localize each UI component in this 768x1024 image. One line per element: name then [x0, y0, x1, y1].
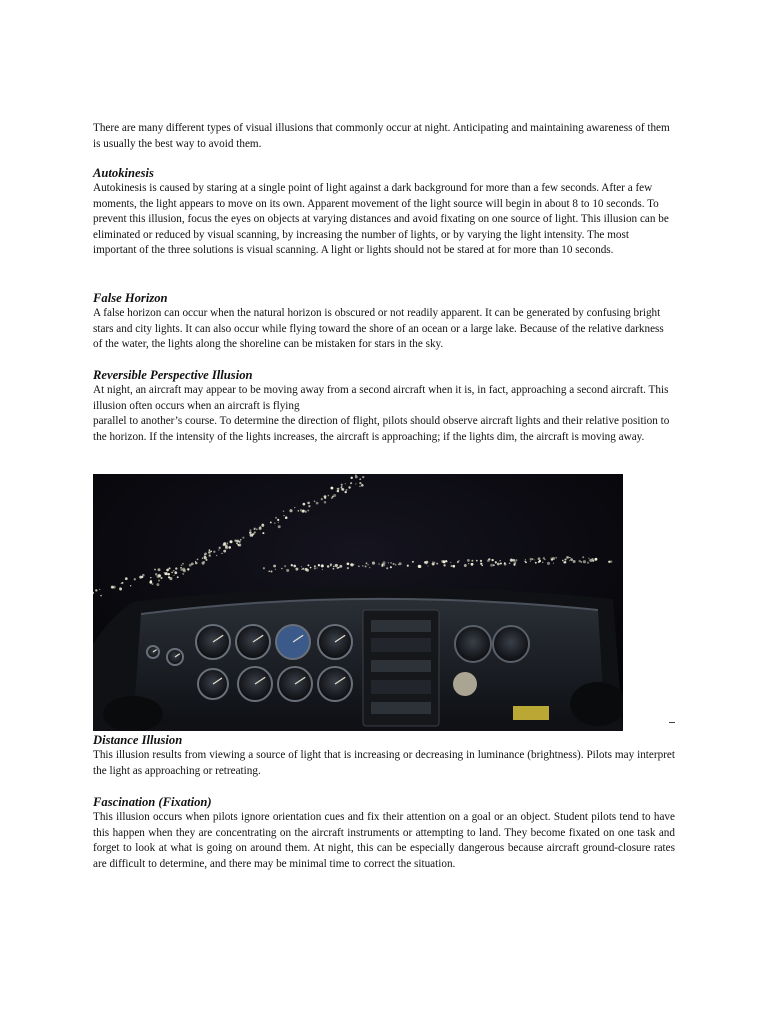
light-point [351, 477, 353, 479]
light-point [359, 485, 361, 487]
light-point [544, 559, 545, 560]
light-point [304, 510, 307, 513]
light-point [160, 577, 162, 579]
light-point [467, 559, 470, 562]
light-point [515, 561, 516, 562]
light-point [197, 559, 199, 561]
light-point [314, 501, 316, 503]
light-point [149, 581, 152, 584]
light-point [359, 482, 361, 484]
section-body-part1: At night, an aircraft may appear to be moving away from a second aircraft when it is, in fact, approaching a second aircraft. This illusion often occurs when an aircraft is flying [93, 384, 669, 412]
light-point [500, 562, 502, 564]
light-point [390, 566, 392, 568]
light-point [286, 569, 289, 572]
light-point [330, 563, 332, 565]
light-point [240, 539, 242, 541]
light-point [208, 551, 211, 554]
light-point [337, 488, 339, 490]
light-point [278, 522, 279, 523]
light-point [181, 564, 183, 566]
light-point [321, 564, 324, 567]
separator-mark [669, 722, 675, 723]
light-point [316, 502, 319, 505]
light-point [427, 565, 428, 566]
light-point [259, 527, 262, 530]
light-point [203, 557, 205, 559]
light-point [587, 562, 589, 564]
light-point [204, 554, 205, 555]
light-point [284, 565, 286, 567]
light-point [289, 509, 292, 512]
light-point [534, 559, 535, 560]
light-point [195, 562, 198, 565]
light-point [398, 564, 399, 565]
light-point [338, 567, 340, 569]
light-point [407, 565, 409, 567]
light-point [362, 476, 364, 478]
light-point [223, 543, 226, 546]
light-point [166, 569, 169, 572]
light-point [134, 578, 136, 580]
light-point [307, 510, 309, 512]
light-point [480, 563, 482, 565]
light-point [332, 496, 334, 498]
light-point [274, 523, 275, 524]
light-point [294, 507, 295, 508]
light-point [228, 546, 231, 549]
light-point [227, 542, 229, 544]
light-point [569, 557, 570, 558]
light-point [493, 564, 495, 566]
light-point [156, 583, 159, 586]
light-point [510, 559, 513, 562]
light-point [130, 585, 131, 586]
light-point [303, 503, 306, 506]
light-point [277, 519, 279, 521]
light-point [225, 545, 228, 548]
light-point [169, 567, 171, 569]
light-point [562, 560, 563, 561]
section-reversible-perspective [93, 368, 675, 445]
light-point [154, 569, 156, 571]
section-heading: Reversible Perspective Illusion [93, 368, 253, 382]
light-point [307, 502, 310, 505]
light-point [446, 561, 448, 563]
light-point [321, 498, 323, 500]
light-point [347, 562, 350, 565]
light-point [525, 559, 526, 560]
light-point [530, 558, 533, 561]
light-point [341, 486, 342, 487]
light-point [150, 577, 151, 578]
light-point [471, 560, 473, 562]
light-point [273, 565, 276, 568]
light-point [254, 531, 256, 533]
light-point [223, 550, 226, 553]
light-point [187, 568, 189, 570]
light-point [355, 474, 357, 476]
light-point [418, 565, 421, 568]
light-point [583, 560, 586, 563]
light-point [342, 488, 345, 491]
light-point [125, 577, 128, 580]
light-point [573, 560, 576, 563]
light-point [278, 525, 281, 528]
light-point [155, 573, 158, 576]
light-point [592, 560, 594, 562]
light-point [210, 551, 212, 553]
light-point [452, 565, 455, 568]
light-point [271, 571, 272, 572]
section-fascination [93, 795, 675, 872]
intro-paragraph: There are many different types of visual illusions that commonly occur at night. Anticipating and maintaining awareness of them is usually the best way to avoid them. [93, 122, 670, 150]
light-point [464, 564, 467, 567]
light-point [542, 562, 543, 563]
light-point [513, 559, 516, 562]
light-point [395, 564, 397, 566]
light-point [504, 562, 506, 564]
light-point [516, 559, 518, 561]
light-point [298, 510, 299, 511]
light-point [275, 517, 277, 519]
light-point [122, 582, 124, 584]
light-point [535, 562, 537, 564]
light-point [238, 544, 241, 547]
light-point [341, 484, 343, 486]
light-point [281, 568, 283, 570]
light-point [368, 564, 369, 565]
light-point [216, 555, 217, 556]
light-point [180, 567, 182, 569]
light-point [361, 484, 364, 487]
light-point [182, 573, 183, 574]
light-point [563, 561, 566, 564]
light-point [390, 562, 392, 564]
section-body: This illusion occurs when pilots ignore orientation cues and fix their attention on a goal or an object. Student pilots tend to have this happen when they are concentrating on the aircraft instruments or attempting to land. They become fixated on one task and forget to look at what is going on around them. At night, this can be especially dangerous because aircraft ground-closure rates are difficult to determine, and there may be minimal time to correct the situation. [93, 811, 675, 870]
light-point [315, 566, 317, 568]
light-point [381, 565, 383, 567]
light-point [142, 574, 145, 577]
light-point [177, 576, 179, 578]
light-point [555, 557, 557, 559]
section-body: This illusion results from viewing a source of light that is increasing or decreasing in luminance (brightness). Pilots may interpret the light as approaching or retreating. [93, 749, 675, 777]
light-point [358, 565, 360, 567]
light-point [530, 561, 531, 562]
light-point [590, 561, 591, 562]
section-body: Autokinesis is caused by staring at a single point of light against a dark background for more than a few seconds. After a few moments, the light appears to move on its own. Apparent movement of the light source will begin in about 8 to 10 seconds. To prevent this illusion, focus the eyes on objects at varying distances and avoid fixating on one source of light. This illusion can be eliminated or reduced by visual scanning, by increasing the number of lights, or by varying the light intensity. The most important of the three solutions is visual scanning. A light or lights should not be stared at for more than 10 seconds. [93, 182, 669, 257]
light-point [610, 560, 613, 563]
light-point [436, 563, 438, 565]
light-point [372, 562, 375, 565]
light-point [339, 565, 342, 568]
cockpit-night-photo [93, 474, 623, 731]
light-point [524, 561, 525, 562]
section-distance-illusion [93, 733, 675, 779]
light-point [434, 562, 435, 563]
light-point [219, 547, 221, 549]
light-point [581, 561, 583, 563]
light-point [99, 589, 100, 590]
light-point [346, 489, 348, 491]
light-point [487, 559, 490, 562]
light-point [355, 476, 358, 479]
light-point [491, 559, 493, 561]
light-point [345, 483, 346, 484]
light-point [333, 566, 335, 568]
light-point [471, 563, 474, 566]
light-point [301, 566, 302, 567]
light-point [189, 564, 192, 567]
light-point [158, 574, 161, 577]
light-point [256, 529, 258, 531]
light-point [551, 559, 553, 561]
light-point [262, 532, 264, 534]
light-point [476, 560, 478, 562]
light-point [300, 509, 303, 512]
light-point [335, 564, 338, 567]
section-body: A false horizon can occur when the natural horizon is obscured or not readily apparent. It can be generated by confusing bright stars and city lights. It can also occur while flying toward the shore of an ocean or a large lake. Because of the relative darkness of the water, the lights along the shoreline can be mistaken for stars in the sky. [93, 307, 664, 351]
light-point [355, 483, 356, 484]
light-point [539, 560, 541, 562]
light-point [310, 567, 311, 568]
light-point [171, 572, 172, 573]
light-point [180, 569, 182, 571]
light-point [324, 497, 326, 499]
light-point [458, 560, 459, 561]
light-point [308, 505, 310, 507]
light-point [283, 511, 284, 512]
light-point [443, 560, 446, 563]
light-point [285, 516, 288, 519]
section-heading: Fascination (Fixation) [93, 795, 212, 809]
light-point [388, 562, 389, 563]
light-point [378, 563, 380, 565]
light-point [424, 561, 427, 564]
light-point [100, 595, 102, 597]
light-point [450, 565, 452, 567]
light-point [268, 571, 270, 573]
light-point [202, 558, 203, 559]
light-point [307, 564, 309, 566]
light-point [169, 577, 172, 580]
light-point [302, 568, 304, 570]
light-point [283, 515, 284, 516]
light-point [182, 563, 184, 565]
light-point [570, 558, 573, 561]
light-point [295, 568, 298, 571]
light-point [249, 529, 251, 531]
light-point [291, 564, 293, 566]
light-point [468, 563, 469, 564]
light-point [566, 556, 569, 559]
light-point [166, 572, 168, 574]
light-point [594, 558, 597, 561]
light-point [203, 561, 204, 562]
light-point [95, 589, 97, 591]
light-point [495, 561, 496, 562]
light-point [547, 562, 550, 565]
light-point [119, 587, 120, 588]
light-point [111, 586, 114, 589]
light-point [301, 569, 302, 570]
light-point [366, 562, 368, 564]
light-point [152, 583, 154, 585]
light-point [324, 501, 327, 504]
light-point [365, 565, 367, 567]
light-point [443, 564, 445, 566]
light-point [270, 521, 272, 523]
section-heading: Autokinesis [93, 166, 154, 180]
light-point [327, 565, 329, 567]
light-point [314, 567, 316, 569]
section-autokinesis [93, 166, 675, 259]
light-point [229, 540, 232, 543]
light-point [328, 495, 330, 497]
light-point [588, 558, 589, 559]
light-point [206, 559, 208, 561]
light-point [218, 549, 219, 550]
light-point [234, 539, 236, 541]
light-point [306, 569, 309, 572]
light-point [221, 553, 222, 554]
light-point [174, 571, 177, 574]
light-point [450, 562, 451, 563]
light-point [538, 557, 541, 560]
light-point [480, 560, 482, 562]
light-point [252, 535, 253, 536]
section-body-part2: parallel to another’s course. To determine the direction of flight, pilots should observe aircraft lights and their relative position to the horizon. If the intensity of the lights increases, the aircraft is approaching; if the lights dim, the aircraft is moving away. [93, 415, 670, 443]
light-point [316, 567, 317, 568]
light-point [158, 568, 161, 571]
light-point [158, 579, 160, 581]
cockpit-illustration [93, 474, 623, 731]
light-point [322, 569, 323, 570]
light-point [330, 487, 333, 490]
section-heading: Distance Illusion [93, 733, 183, 747]
light-point [175, 567, 177, 569]
light-point [168, 573, 170, 575]
light-point [263, 567, 265, 569]
light-point [242, 537, 244, 539]
light-point [302, 510, 304, 512]
section-false-horizon [93, 291, 675, 353]
light-point [333, 568, 335, 570]
light-point [362, 565, 363, 566]
light-point [183, 569, 186, 572]
light-point [173, 575, 174, 576]
light-point [236, 542, 238, 544]
light-point [195, 561, 196, 562]
light-point [412, 561, 414, 563]
light-point [337, 490, 340, 493]
light-point [386, 567, 388, 569]
light-point [509, 562, 511, 564]
section-heading: False Horizon [93, 291, 168, 305]
light-point [569, 560, 570, 561]
light-point [209, 549, 211, 551]
light-point [213, 551, 215, 553]
light-point [432, 561, 433, 562]
light-point [293, 565, 296, 568]
light-point [345, 491, 347, 493]
light-point [350, 482, 352, 484]
light-point [432, 562, 435, 565]
light-point [582, 556, 584, 558]
light-point [318, 564, 320, 566]
light-point [261, 524, 264, 527]
light-point [393, 563, 395, 565]
light-point [490, 564, 493, 567]
light-point [348, 486, 350, 488]
light-point [369, 567, 370, 568]
light-point [209, 554, 211, 556]
light-point [275, 569, 276, 570]
light-point [173, 570, 175, 572]
light-point [249, 531, 252, 534]
light-point [347, 567, 349, 569]
light-point [351, 564, 353, 566]
light-point [497, 563, 500, 566]
light-point [564, 559, 566, 561]
light-point [553, 563, 554, 564]
light-point [457, 561, 459, 563]
light-point [499, 560, 501, 562]
light-point [359, 478, 361, 480]
light-point [254, 528, 256, 530]
light-point [566, 557, 567, 558]
